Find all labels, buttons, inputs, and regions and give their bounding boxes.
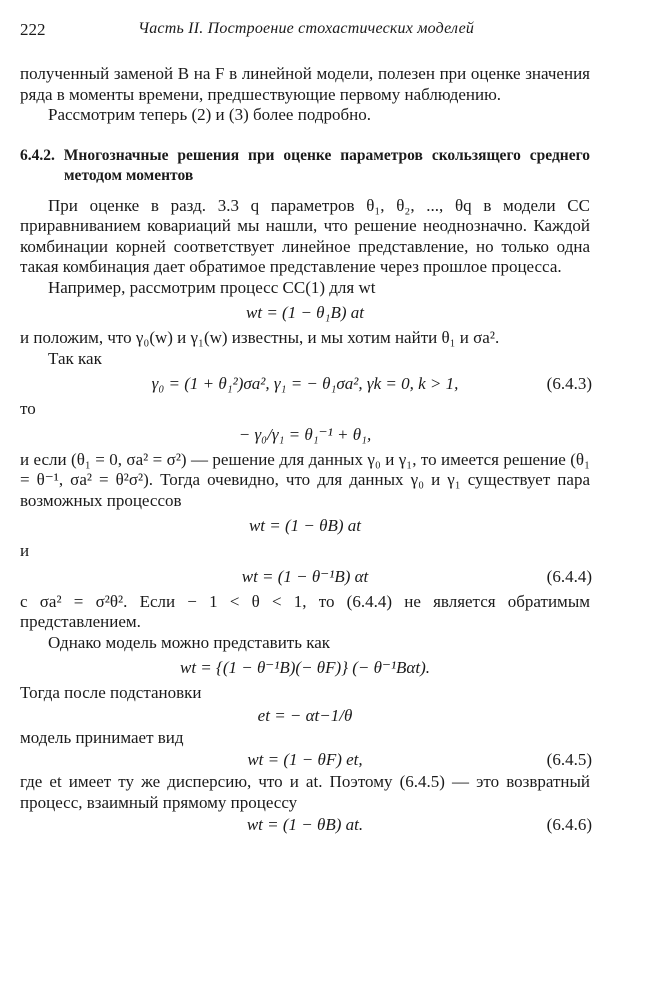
equation-factorized: wt = {(1 − θ⁻¹B)(− θF)} (− θ⁻¹Bαt). xyxy=(179,658,430,677)
equation-6-4-3-body: γ₀ = (1 + θ₁²)σa², γ₁ = − θ₁σa², γk = 0, k > 1, xyxy=(151,374,459,393)
equation-6-4-3 xyxy=(20,369,590,399)
paragraph-9: и xyxy=(20,541,30,560)
equation-substitution: et = − αt−1/θ xyxy=(257,705,353,725)
equation-process-1: wt = (1 − θB) at xyxy=(248,516,362,535)
paragraph-4: Например, рассмотрим процесс СС(1) для wt xyxy=(48,277,376,297)
paragraph-1: полученный заменой B на F в линейной модели, полезен при оценке значения ряда в моменты времени, предшествующие первому наблюдению. xyxy=(20,64,590,104)
paragraph-5: и положим, что γ₀(w) и γ₁(w) известны, и мы хотим найти θ₁ и σa². xyxy=(20,328,500,347)
page-number: 222 xyxy=(20,20,46,39)
paragraph-8: и если (θ₁ = 0, σa² = σ²) — решение для данных γ₀ и γ₁, то имеется решение (θ₁ = θ⁻¹, σa² = θ²σ²). Тогда очевидно, что для данных γ₀ и γ₁ существует пара возможных процессов xyxy=(20,449,590,510)
page-header xyxy=(20,20,647,42)
paragraph-3: При оценке в разд. 3.3 q параметров θ₁, θ₂, ..., θq в модели СС приравниванием ковариаций мы нашли, что решение неоднозначно. Каждой комбинации корней соответствует линейное представление, но только одна такая комбинация дает обратимое представление через прошлое процесса. xyxy=(20,195,590,276)
equation-6-4-5-body: wt = (1 − θF) et, xyxy=(247,750,363,769)
equation-gamma-ratio: − γ₀/γ₁ = θ₁⁻¹ + θ₁, xyxy=(238,424,372,444)
equation-6-4-5 xyxy=(20,748,590,772)
equation-6-4-6 xyxy=(20,813,590,837)
paragraph-13: модель принимает вид xyxy=(20,727,184,747)
paragraph-11: Однако модель можно представить как xyxy=(48,632,331,652)
running-title: Часть II. Построение стохастических моделей xyxy=(138,20,475,37)
paragraph-12: Тогда после подстановки xyxy=(20,683,202,702)
equation-number-6-4-4: (6.4.4) xyxy=(546,566,592,586)
equation-6-4-4 xyxy=(20,562,590,592)
paragraph-6: Так как xyxy=(48,348,102,368)
paragraph-7: то xyxy=(20,399,36,418)
paragraph-2: Рассмотрим теперь (2) и (3) более подробно. xyxy=(48,105,371,124)
paragraph-10: с σa² = σ²θ². Если − 1 < θ < 1, то (6.4.4) не является обратимым представлением. xyxy=(20,591,590,631)
equation-ma1: wt = (1 − θ₁B) at xyxy=(246,303,364,322)
equation-6-4-6-body: wt = (1 − θB) at. xyxy=(246,815,364,834)
page-body xyxy=(20,64,590,837)
paragraph-14: где et имеет ту же дисперсию, что и at. Поэтому (6.4.5) — это возвратный процесс, взаимный прямому процессу xyxy=(20,772,590,812)
equation-number-6-4-3: (6.4.3) xyxy=(546,374,592,393)
section-heading: 6.4.2. Многозначные решения при оценке параметров скользящего среднего методом моментов xyxy=(20,146,590,184)
equation-number-6-4-5: (6.4.5) xyxy=(546,750,592,769)
equation-number-6-4-6: (6.4.6) xyxy=(546,815,592,834)
equation-6-4-4-body: wt = (1 − θ⁻¹B) αt xyxy=(241,566,369,586)
